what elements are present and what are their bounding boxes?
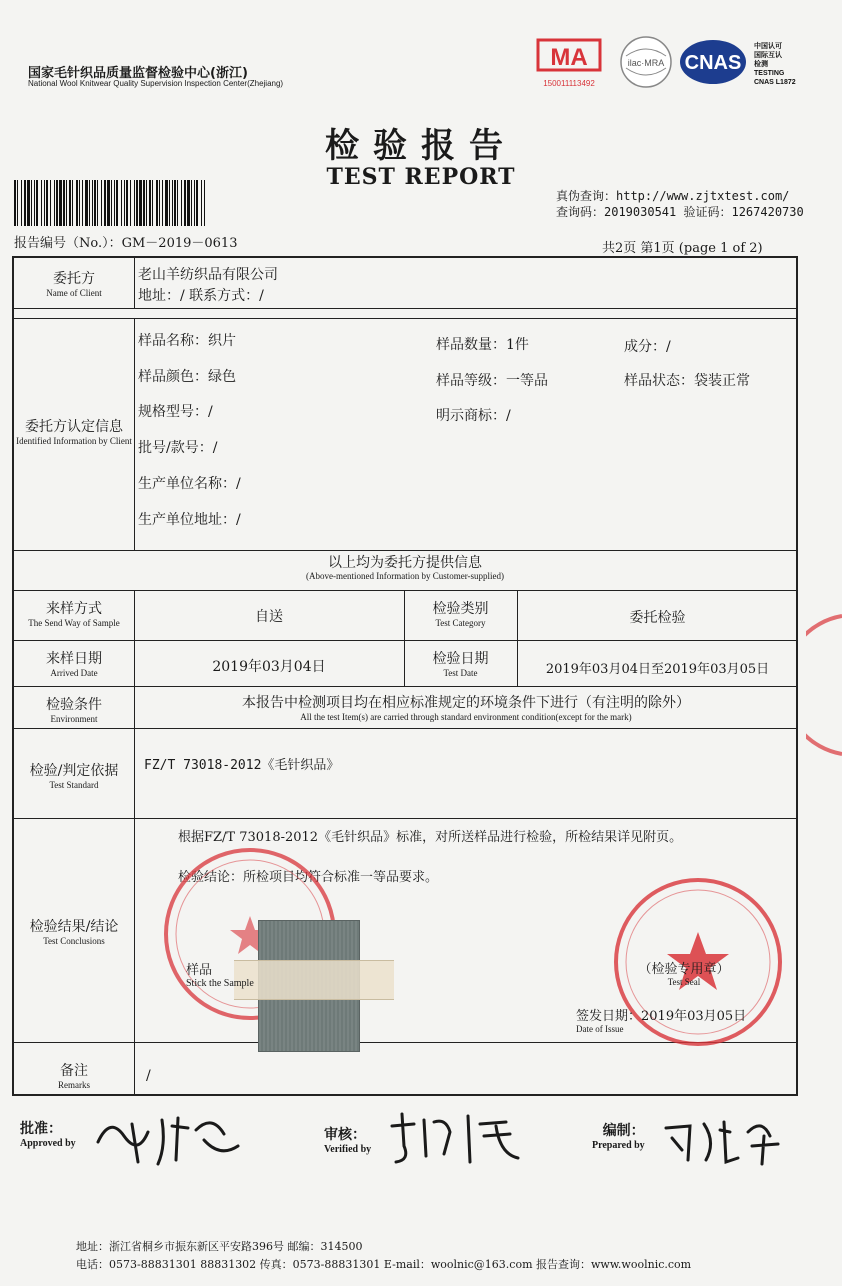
cnas-text: CNAS xyxy=(684,52,742,74)
barcode-bar xyxy=(194,180,195,226)
barcode-bar xyxy=(63,180,65,226)
barcode-bar xyxy=(156,180,158,226)
barcode-bar xyxy=(162,180,163,226)
barcode-bar xyxy=(72,180,73,226)
cnas-side-5: CNAS L1872 xyxy=(754,79,796,86)
barcode-bar xyxy=(165,180,168,226)
barcode-bar xyxy=(149,180,151,226)
barcode-bar xyxy=(82,180,83,226)
test-date-label: 检验日期 Test Date xyxy=(432,651,489,678)
sample-grade: 样品等级：一等品 xyxy=(436,373,548,389)
barcode-bar xyxy=(124,180,125,226)
barcode-bar xyxy=(94,180,96,226)
client-label: 委托方 Name of Client xyxy=(46,271,102,298)
title-cn: 检验报告 xyxy=(325,126,517,166)
barcode-bar xyxy=(46,180,48,226)
sample-state: 样品状态：袋装正常 xyxy=(624,373,750,389)
barcode-bar xyxy=(69,180,71,226)
barcode-bar xyxy=(41,180,42,226)
barcode-bar xyxy=(34,180,35,226)
issue-date: 签发日期：2019年03月05日 Date of Issue xyxy=(576,1009,747,1034)
page-info: 共2页 第1页 (page 1 of 2) xyxy=(602,241,763,256)
sample-quantity: 样品数量：1件 xyxy=(436,337,529,353)
sample-tape xyxy=(234,960,394,1000)
barcode-bar xyxy=(126,180,128,226)
ilac-mra-logo xyxy=(618,34,674,90)
barcode-bar xyxy=(56,180,58,226)
barcode-bar xyxy=(85,180,88,226)
sample-info-label: 委托方认定信息 Identified Information by Client xyxy=(16,419,132,446)
cnas-side-4: TESTING xyxy=(754,70,785,77)
arrived-value: 2019年03月04日 xyxy=(212,659,326,675)
test-seal-label: （检验专用章） Test Seal xyxy=(638,962,730,987)
center-name-en: National Wool Knitwear Quality Supervision Inspection Center(Zhejiang) xyxy=(28,79,284,88)
barcode-bar xyxy=(104,180,106,226)
approved-block: 批准： Approved by xyxy=(20,1121,76,1149)
send-way-value: 自送 xyxy=(255,609,283,625)
svg-text:MA: MA xyxy=(550,44,588,71)
barcode-bar xyxy=(17,180,18,226)
barcode-bar xyxy=(50,180,51,226)
category-value: 委托检验 xyxy=(629,610,686,626)
barcode-bar xyxy=(121,180,122,226)
barcode-bar xyxy=(134,180,135,226)
barcode-bar xyxy=(101,180,102,226)
barcode-bar xyxy=(152,180,153,226)
barcode-bar xyxy=(14,180,16,226)
verify-codes: 查询码：2019030541 验证码：1267420730 xyxy=(556,205,804,219)
verified-block: 审核： Verified by xyxy=(324,1127,372,1155)
barcode-bar xyxy=(184,180,186,226)
ma-code: 150011113492 xyxy=(543,79,595,88)
barcode-bar xyxy=(54,180,55,226)
barcode-bar xyxy=(159,180,160,226)
barcode-bar xyxy=(172,180,173,226)
conclusion-line2: 检验结论：所检项目均符合标准一等品要求。 xyxy=(178,870,439,885)
barcode-bar xyxy=(116,180,118,226)
conclusion-label: 检验结果/结论 Test Conclusions xyxy=(29,919,119,946)
verify-url: 真伪查询：http://www.zjtxtest.com/ xyxy=(556,189,790,203)
cma-logo xyxy=(534,36,604,90)
barcode-bar xyxy=(111,180,112,226)
footer-address: 地址：浙江省桐乡市振东新区平安路396号 邮编：314500 xyxy=(76,1240,363,1253)
barcode-bar xyxy=(27,180,30,226)
barcode-bar xyxy=(92,180,93,226)
barcode-bar xyxy=(130,180,131,226)
barcode-bar xyxy=(97,180,98,226)
ilac-text: ilac·MRA xyxy=(627,58,665,68)
barcode-bar xyxy=(89,180,90,226)
barcode-bar xyxy=(139,180,142,226)
standard-value: FZ/T 73018-2012《毛针织品》 xyxy=(144,758,340,773)
sample-trademark: 明示商标：/ xyxy=(436,408,511,424)
barcode-bar xyxy=(59,180,62,226)
footer-contact: 电话：0573-88831301 88831302 传真：0573-88831301 E-mail：woolnic@163.com 报告查询：www.woolnic.com xyxy=(76,1258,692,1271)
client-name: 老山羊纺织品有限公司 xyxy=(138,267,278,283)
barcode-bar xyxy=(21,180,22,226)
barcode-bar xyxy=(114,180,115,226)
cnas-side-3: 检测 xyxy=(754,60,768,68)
verified-signature xyxy=(384,1106,544,1168)
center-name: 国家毛针织品质量监督检验中心(浙江) xyxy=(28,66,248,81)
barcode-bar xyxy=(201,180,202,226)
barcode-bar xyxy=(181,180,182,226)
remarks-value: / xyxy=(146,1068,151,1084)
barcode-image xyxy=(12,180,210,226)
barcode-bar xyxy=(76,180,78,226)
standard-label: 检验/判定依据 Test Standard xyxy=(29,763,119,790)
environment-value: 本报告中检测项目均在相应标准规定的环境条件下进行（有注明的除外） All the test Item(s) are carried through standard environment condition(except for the mark) xyxy=(242,695,690,722)
approved-signature xyxy=(92,1106,252,1168)
report-table xyxy=(12,256,798,1096)
arrived-label: 来样日期 Arrived Date xyxy=(46,651,102,678)
barcode-bar xyxy=(204,180,205,226)
cnas-side-1: 中国认可 xyxy=(754,42,782,50)
barcode-bar xyxy=(44,180,45,226)
barcode-bar xyxy=(196,180,198,226)
sample-producer: 生产单位名称：/ xyxy=(138,476,241,492)
barcode-bar xyxy=(136,180,138,226)
send-way-label: 来样方式 The Send Way of Sample xyxy=(28,601,120,628)
cnas-side-2: 国际互认 xyxy=(754,51,782,59)
barcode-bar xyxy=(24,180,26,226)
sample-label: 样品 Stick the Sample xyxy=(186,963,254,989)
remarks-label: 备注 Remarks xyxy=(58,1063,90,1090)
barcode-bar xyxy=(174,180,176,226)
sample-batch: 批号/款号：/ xyxy=(138,440,218,456)
conclusion-line1: 根据FZ/T 73018-2012《毛针织品》标准，对所送样品进行检验，所检结果详见附页。 xyxy=(178,830,683,845)
barcode-bar xyxy=(187,180,190,226)
barcode-bar xyxy=(143,180,145,226)
title-en: TEST REPORT xyxy=(326,164,516,190)
cnas-logo xyxy=(678,34,808,90)
category-label: 检验类别 Test Category xyxy=(432,601,489,628)
sample-name: 样品名称：织片 xyxy=(138,333,236,349)
supplied-note: 以上均为委托方提供信息 (Above-mentioned Information by Customer-supplied) xyxy=(305,555,505,581)
sample-color: 样品颜色：绿色 xyxy=(138,369,236,385)
edge-seal-image xyxy=(806,610,842,760)
barcode-bar xyxy=(36,180,38,226)
barcode-bar xyxy=(79,180,80,226)
sample-composition: 成分：/ xyxy=(624,339,671,355)
barcode-bar xyxy=(191,180,192,226)
environment-label: 检验条件 Environment xyxy=(46,697,102,724)
barcode-bar xyxy=(66,180,67,226)
prepared-signature xyxy=(660,1112,790,1168)
barcode-bar xyxy=(107,180,110,226)
barcode-bar xyxy=(31,180,32,226)
report-number: 报告编号（No.）：GM－2019－0613 xyxy=(14,236,238,251)
sample-spec: 规格型号：/ xyxy=(138,404,213,420)
prepared-block: 编制： Prepared by xyxy=(592,1123,645,1151)
client-address: 地址：/ 联系方式：/ xyxy=(138,288,264,304)
barcode-bar xyxy=(169,180,170,226)
sample-producer-address: 生产单位地址：/ xyxy=(138,512,241,528)
test-date-value: 2019年03月04日至2019年03月05日 xyxy=(545,662,770,677)
barcode-bar xyxy=(177,180,178,226)
barcode-bar xyxy=(146,180,147,226)
